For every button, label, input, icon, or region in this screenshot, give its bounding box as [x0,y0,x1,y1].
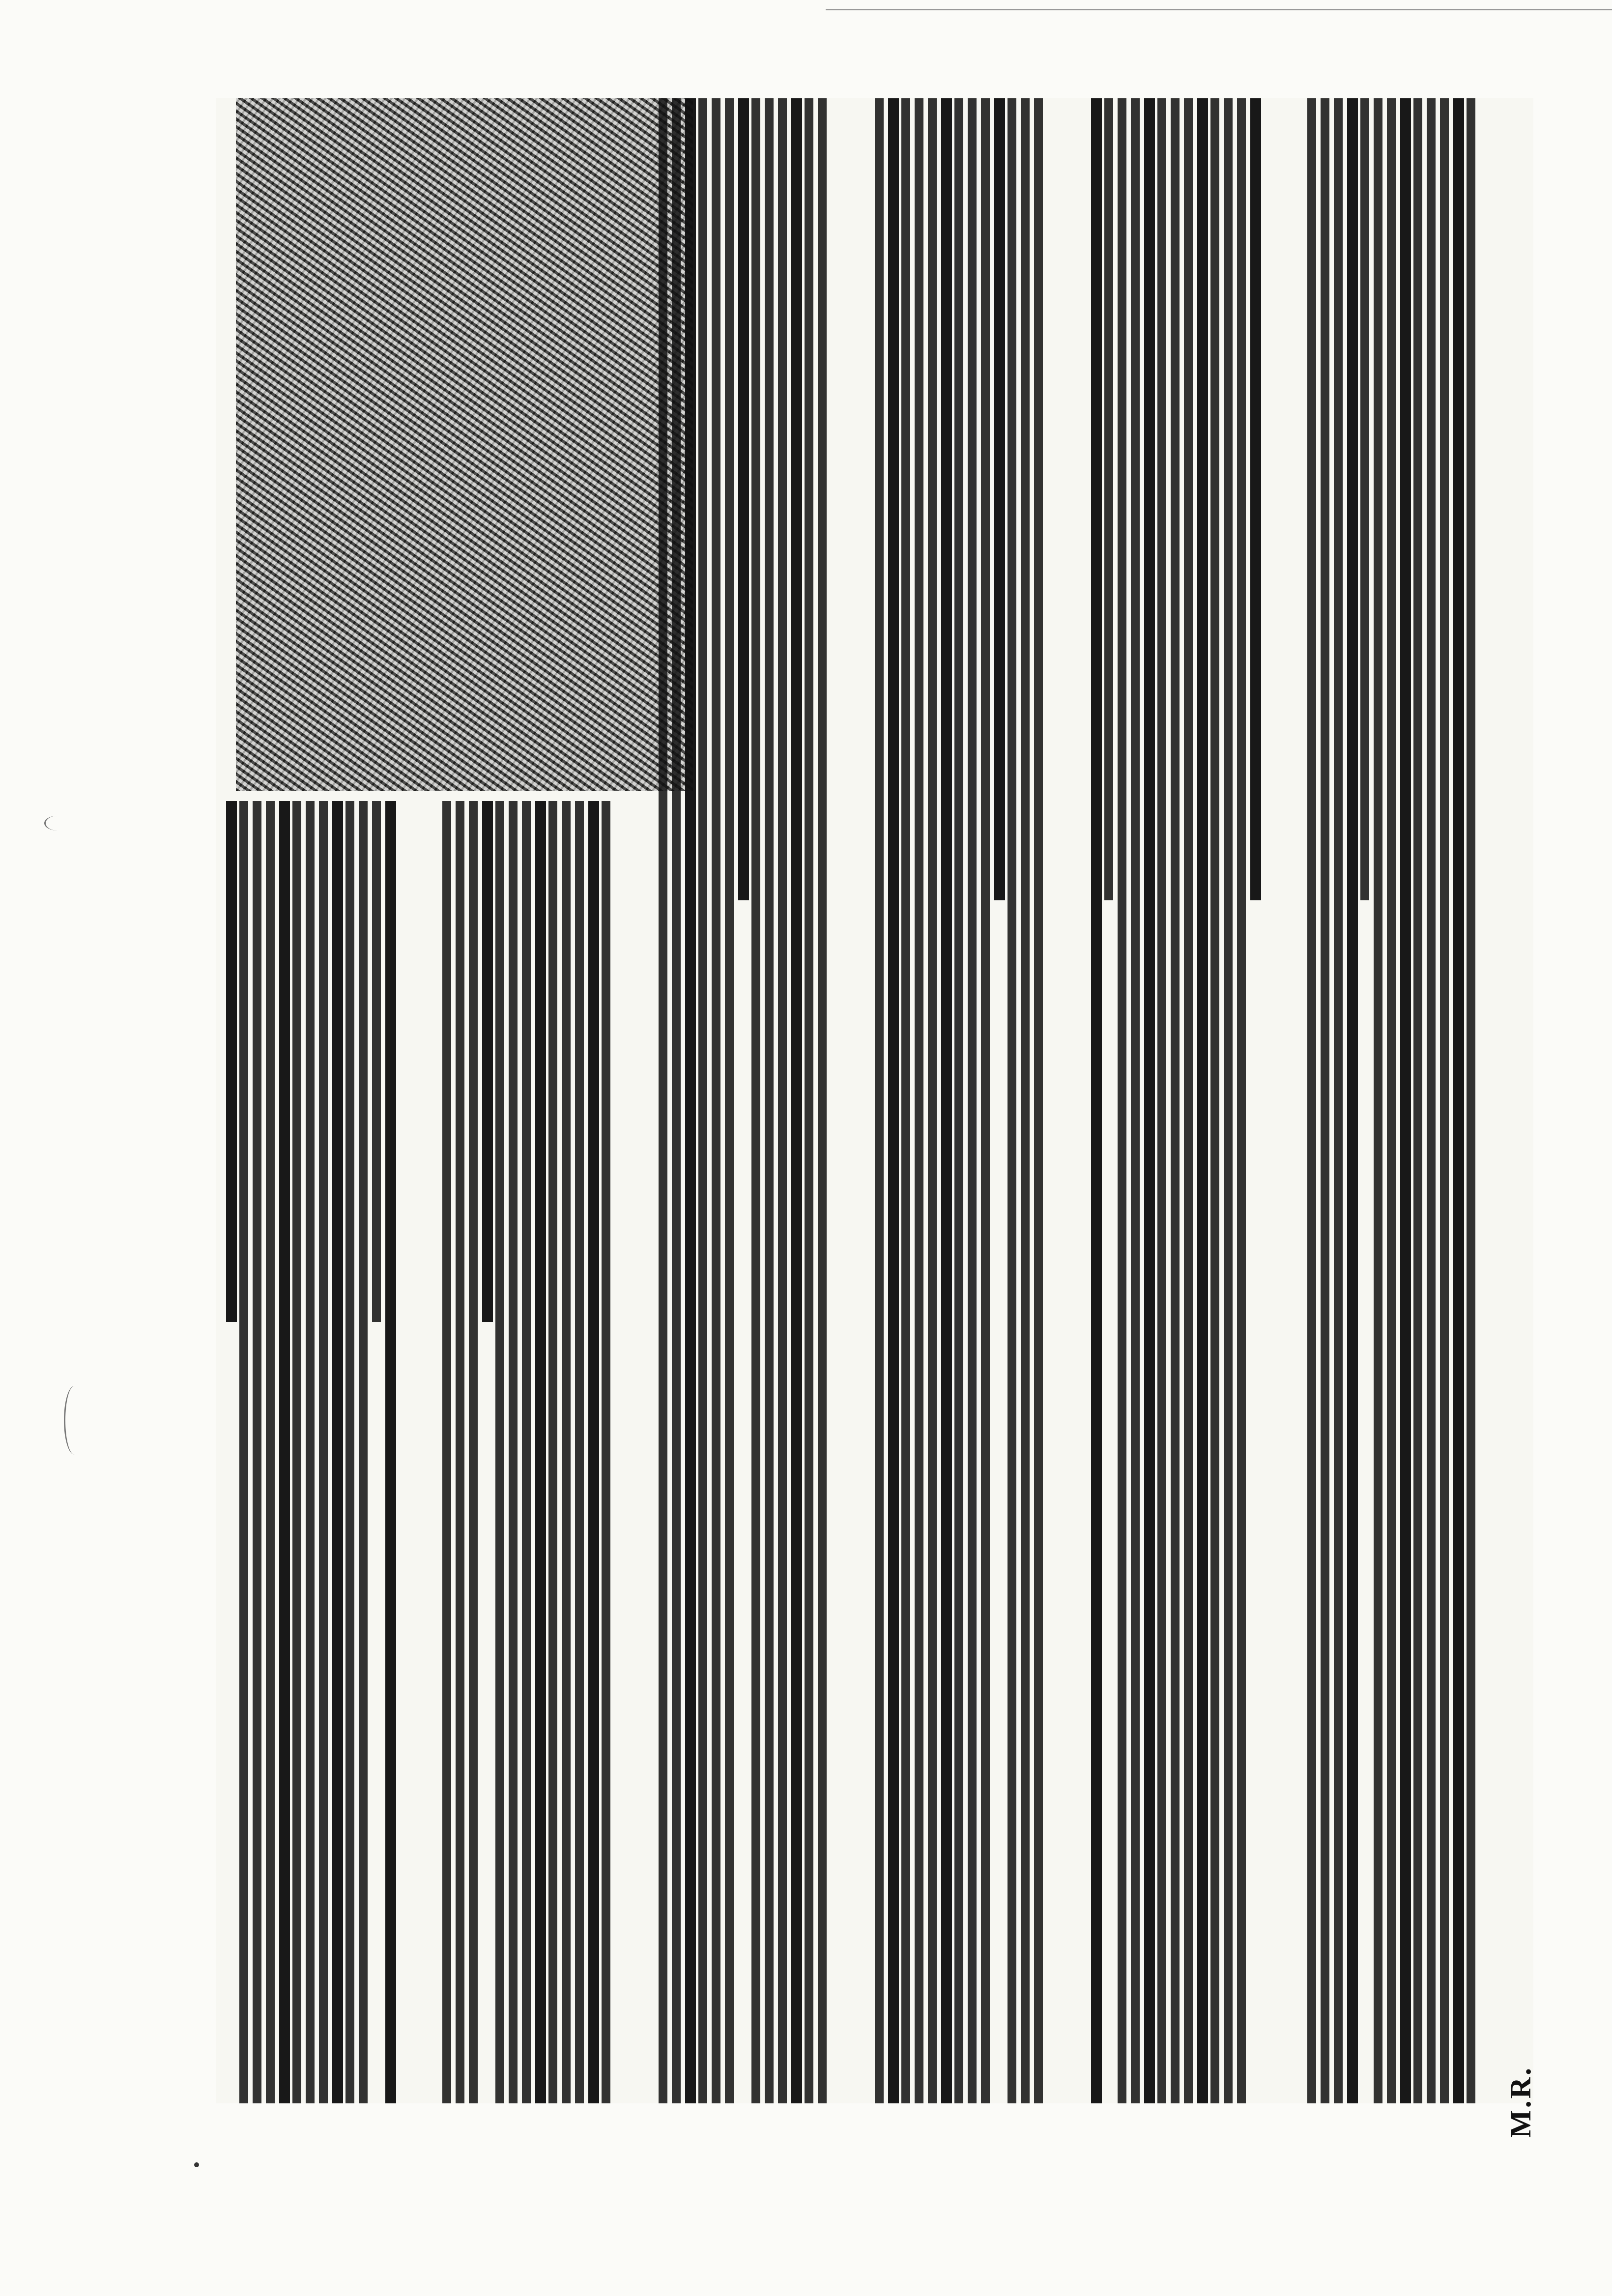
text-line [901,98,910,2103]
text-line [875,98,884,2103]
text-line [1413,98,1422,2103]
text-line [1131,98,1140,2103]
text-line [954,98,963,2103]
text-line [292,801,301,2103]
article-column-2 [442,801,614,2103]
text-line [672,98,681,2103]
text-line [1307,98,1316,2103]
text-line [266,801,275,2103]
text-line [765,98,774,2103]
halftone-photo [236,98,693,791]
article-column-6 [1307,98,1479,2103]
scan-speck [194,2162,199,2167]
text-line [888,98,899,2103]
text-line [791,98,802,2103]
text-line [1021,98,1030,2103]
text-line [535,801,546,2103]
text-line [915,98,923,2103]
text-line [1184,98,1193,2103]
scan-mark [64,1386,85,1455]
text-line [306,801,315,2103]
text-line [1440,98,1449,2103]
text-line [659,98,667,2103]
text-line [698,98,707,2103]
text-line [1334,98,1343,2103]
text-line [1400,98,1411,2103]
text-line [1374,98,1382,2103]
text-line [1157,98,1166,2103]
text-line [372,801,381,1322]
text-line [456,801,464,2103]
text-line [509,801,518,2103]
text-line [1224,98,1233,2103]
text-line [981,98,990,2103]
text-line [1104,98,1113,900]
text-line [442,801,451,2103]
text-line [778,98,787,2103]
text-line [1118,98,1126,2103]
text-line [226,801,237,1322]
rotated-newspaper-article [216,98,1533,2103]
text-line [253,801,261,2103]
text-line [239,801,248,2103]
text-line [345,801,354,2103]
text-line [928,98,937,2103]
article-column-5 [1091,98,1263,2103]
text-line [1171,98,1180,2103]
text-line [1321,98,1329,2103]
text-line [1197,98,1208,2103]
text-line [805,98,813,2103]
text-line [1144,98,1155,2103]
text-line [522,801,531,2103]
text-line [385,801,396,2103]
text-line [994,98,1005,900]
text-line [1467,98,1475,2103]
scan-edge-line [826,9,1612,10]
text-line [548,801,557,2103]
text-line [1091,98,1102,2103]
text-line [725,98,734,2103]
article-column-1 [226,801,398,2103]
text-line [1034,98,1043,2103]
text-line [1210,98,1219,2103]
text-line [1360,98,1369,900]
text-line [482,801,493,1322]
text-line [685,98,696,2103]
text-line [469,801,478,2103]
text-line [751,98,760,2103]
text-line [738,98,749,900]
text-line [279,801,290,2103]
text-line [562,801,571,2103]
article-column-4 [875,98,1047,2103]
text-line [1347,98,1358,2103]
text-line [1237,98,1246,2103]
text-line [575,801,584,2103]
author-signature: M.R. [1504,2066,1537,2138]
text-line [968,98,977,2103]
text-line [588,801,599,2103]
text-line [495,801,504,2103]
text-line [1008,98,1016,2103]
text-line [319,801,328,2103]
text-line [1250,98,1261,900]
text-line [1427,98,1436,2103]
text-line [332,801,343,2103]
scan-mark [44,816,70,831]
text-line [941,98,952,2103]
text-line [1387,98,1396,2103]
article-column-3 [659,98,831,2103]
text-line [602,801,610,2103]
text-line [712,98,720,2103]
text-line [359,801,368,2103]
text-line [1453,98,1464,2103]
text-line [818,98,827,2103]
